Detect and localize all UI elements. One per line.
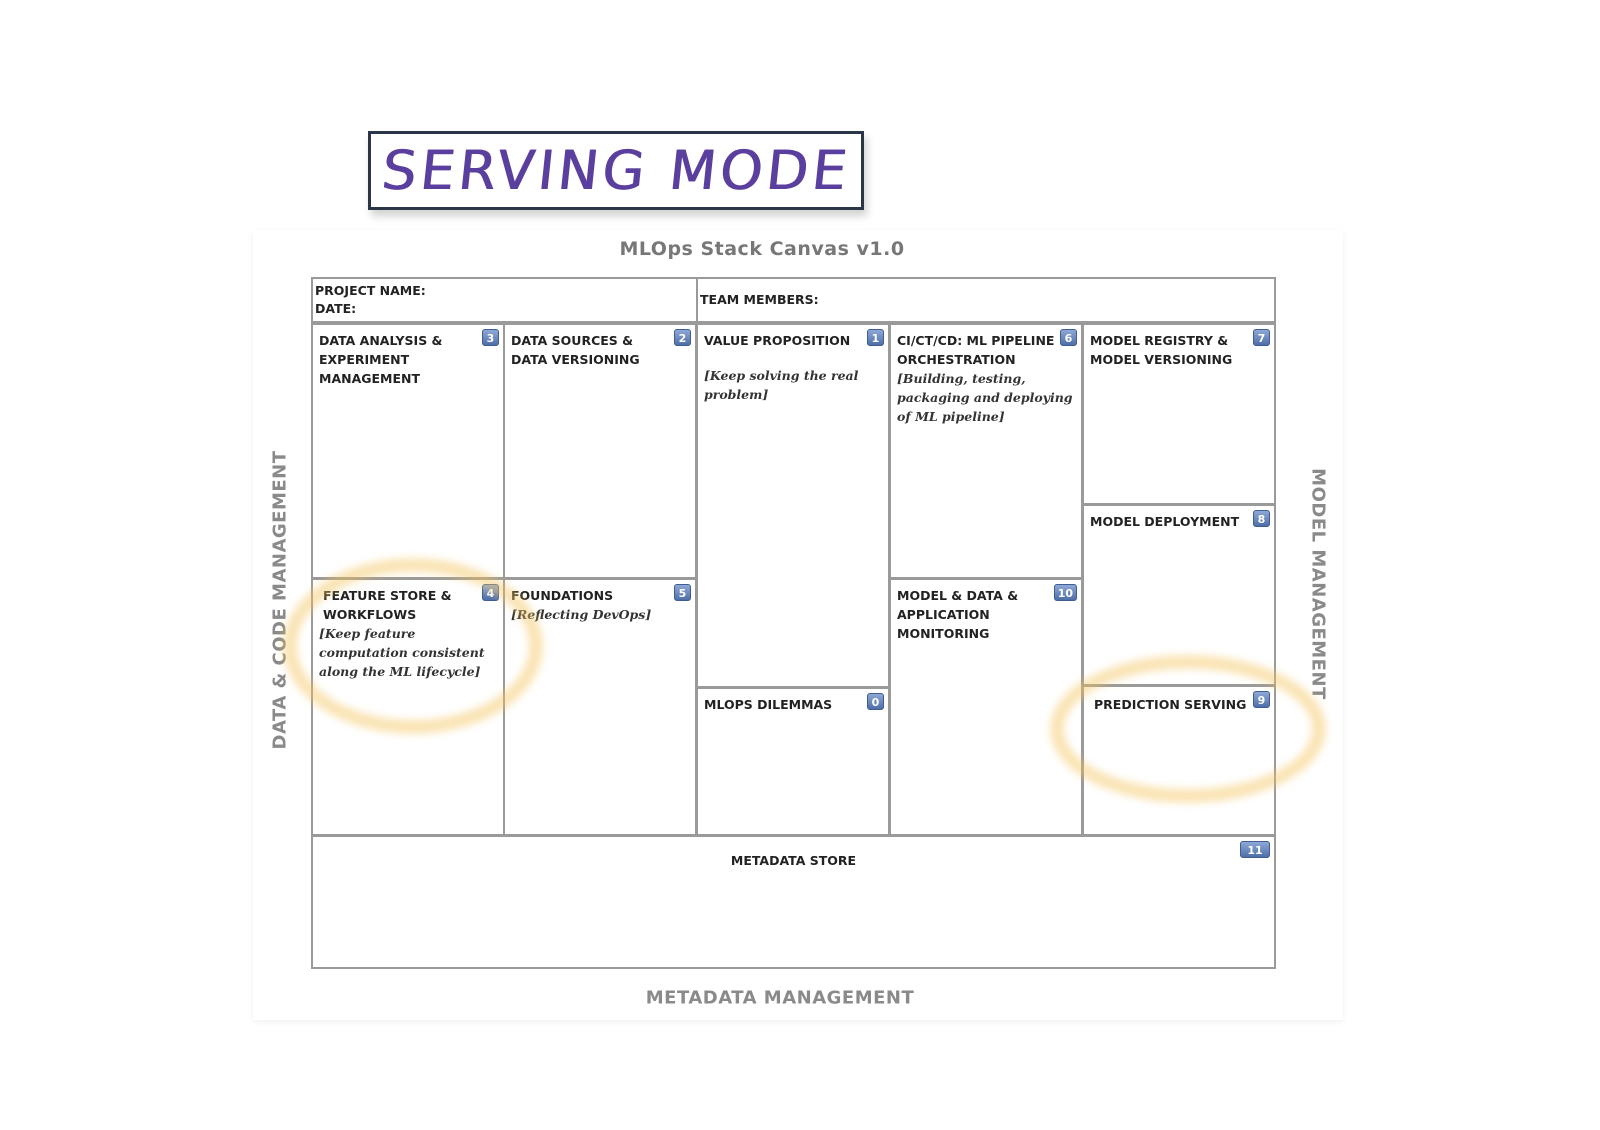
cell-metadata-store-title: METADATA STORE <box>730 853 857 868</box>
cell-foundations-title: FOUNDATIONS <box>511 588 614 603</box>
cell-foundations[interactable] <box>503 578 697 836</box>
number-badge: 0 <box>867 693 884 710</box>
cell-metadata-store[interactable] <box>311 835 1276 969</box>
cell-mlops-dilemmas-title: MLOPS DILEMMAS <box>704 697 833 712</box>
cell-data-analysis-title: DATA ANALYSIS & EXPERIMENT MANAGEMENT <box>319 333 443 386</box>
number-badge: 8 <box>1253 510 1270 527</box>
cell-model-deployment[interactable] <box>1082 504 1276 686</box>
number-badge: 9 <box>1253 691 1270 708</box>
number-badge: 7 <box>1253 329 1270 346</box>
cell-cicd-title: CI/CT/CD: ML PIPELINE ORCHESTRATION <box>897 333 1055 367</box>
cell-model-deployment-title: MODEL DEPLOYMENT <box>1090 514 1240 529</box>
cell-cicd[interactable] <box>889 323 1083 579</box>
number-badge: 2 <box>674 329 691 346</box>
date-label: DATE: <box>315 301 357 316</box>
project-info-cell[interactable] <box>311 277 698 323</box>
side-label-model-management: MODEL MANAGEMENT <box>1307 468 1329 700</box>
cell-feature-store-title: FEATURE STORE & WORKFLOWS <box>323 588 452 622</box>
cell-feature-store-desc: [Keep feature computation consistent along the ML lifecycle] <box>319 626 485 679</box>
cell-model-registry[interactable] <box>1082 323 1276 505</box>
number-badge: 3 <box>482 329 499 346</box>
side-label-metadata-management: METADATA MANAGEMENT <box>645 987 915 1009</box>
team-members-label: TEAM MEMBERS: <box>700 292 819 307</box>
cell-foundations-desc: [Reflecting DevOps] <box>511 607 652 622</box>
cell-prediction-serving-title: PREDICTION SERVING <box>1094 697 1247 712</box>
cell-monitoring-title: MODEL & DATA & APPLICATION MONITORING <box>897 588 1019 641</box>
cell-data-sources[interactable] <box>503 323 697 579</box>
cell-model-registry-title: MODEL REGISTRY & MODEL VERSIONING <box>1090 333 1233 367</box>
cell-monitoring[interactable] <box>889 578 1083 836</box>
number-badge: 5 <box>674 584 691 601</box>
cell-value-proposition-desc: [Keep solving the real problem] <box>704 368 859 402</box>
cell-prediction-serving[interactable] <box>1082 685 1276 836</box>
cell-value-proposition-title: VALUE PROPOSITION <box>704 333 851 348</box>
side-label-data-code-management: DATA & CODE MANAGEMENT <box>269 450 291 750</box>
cell-cicd-desc: [Building, testing, packaging and deploying of ML pipeline] <box>897 371 1073 424</box>
cell-data-sources-title: DATA SOURCES & DATA VERSIONING <box>511 333 640 367</box>
number-badge: 10 <box>1054 584 1077 601</box>
cell-value-proposition[interactable] <box>696 323 890 688</box>
canvas-title: MLOps Stack Canvas v1.0 <box>619 238 905 260</box>
serving-mode-title: SERVING MODE <box>378 139 854 202</box>
cell-data-analysis[interactable] <box>311 323 505 579</box>
number-badge: 1 <box>867 329 884 346</box>
number-badge: 4 <box>482 584 499 601</box>
number-badge: 6 <box>1060 329 1077 346</box>
team-members-cell[interactable] <box>696 277 1276 323</box>
cell-feature-store[interactable] <box>311 578 505 836</box>
serving-mode-title-box <box>368 131 864 210</box>
project-name-label: PROJECT NAME: <box>315 283 426 298</box>
number-badge: 11 <box>1240 841 1270 858</box>
cell-mlops-dilemmas[interactable] <box>696 687 890 836</box>
